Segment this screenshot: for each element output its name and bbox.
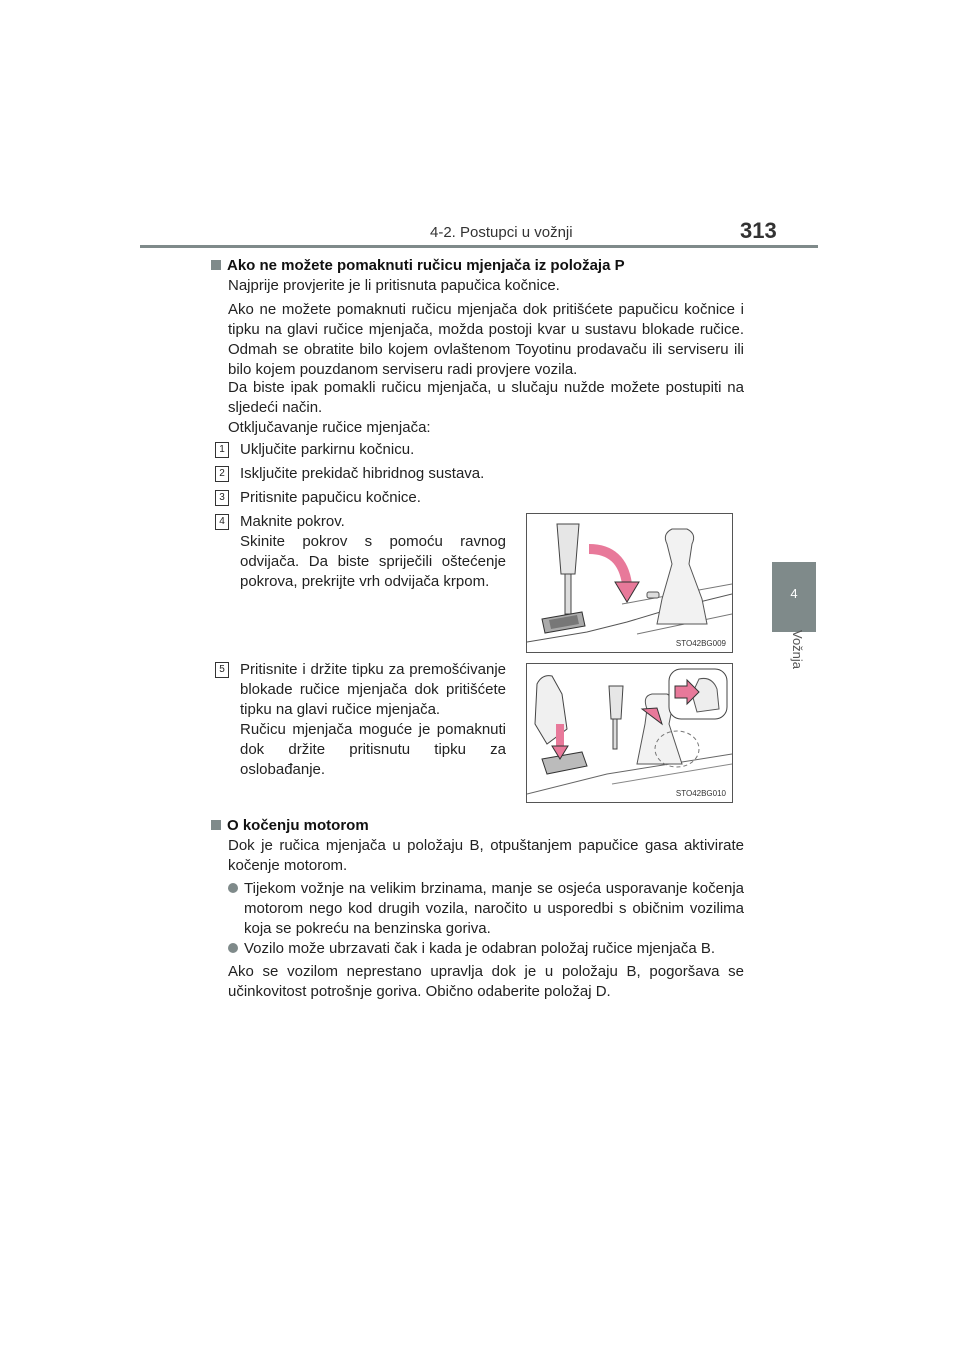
bullet-item <box>244 879 744 939</box>
section-heading-text: O kočenju motorom <box>227 817 369 834</box>
paragraph: Najprije provjerite je li pritisnuta papučica kočnice. <box>228 277 560 294</box>
square-bullet-icon <box>211 820 221 830</box>
step-text-2: Isključite prekidač hibridnog sustava. <box>240 465 485 482</box>
section-heading-text: Ako ne možete pomaknuti ručicu mjenjača iz položaja P <box>227 257 625 274</box>
step-number-5: 5 <box>215 662 229 678</box>
shift-override-illustration <box>527 664 732 802</box>
paragraph: Dok je ručica mjenjača u položaju B, otpuštanjem papučice gasa aktivirate kočenje motorom. <box>228 837 744 874</box>
step-text-1: Uključite parkirnu kočnicu. <box>240 441 415 458</box>
curved-arrow-icon <box>589 549 627 584</box>
paragraph: Otključavanje ručice mjenjača: <box>228 419 431 436</box>
paragraph: Ako ne možete pomaknuti ručicu mjenjača dok pritišćete papučicu kočnice i tipku na glavi ručice mjenjača, možda postoji kvar u sustavu blokade ručice. Odmah se obratite bilo kojem ovlaštenom Toyotinu prodavaču ili serviseru ili bilo kojem pouzdanom serviseru radi provjere vozila. <box>228 301 744 378</box>
section-heading-1 <box>211 257 625 274</box>
chapter-label: Vožnja <box>790 630 805 670</box>
chapter-tab <box>772 562 816 632</box>
figure-code: STO42BG009 <box>675 639 726 648</box>
paragraph: Da biste ipak pomakli ručicu mjenjača, u slučaju nužde možete postupiti na sljedeći način. <box>228 379 744 416</box>
bullet-item <box>244 939 744 959</box>
bullet-icon <box>228 883 238 893</box>
step-text-4: Maknite pokrov. Skinite pokrov s pomoću ravnog odvijača. Da biste spriječili oštećenje pokrova, prekrijte vrh odvijača krpom. <box>240 513 506 590</box>
figure-override-button <box>526 663 733 803</box>
arrow-head-icon <box>615 582 639 602</box>
bullet-text: Vozilo može ubrzavati čak i kada je odabran položaj ručice mjenjača B. <box>244 940 716 957</box>
bullet-text: Tijekom vožnje na velikim brzinama, manje se osjeća usporavanje kočenja motorom nego kod drugih vozila, naročito u usporedbi s običnim vozilima koja se pokreću na benzinska goriva. <box>244 880 744 937</box>
paragraph: Ako se vozilom neprestano upravlja dok je u položaju B, pogoršava se učinkovitost potrošnje goriva. Obično odaberite položaj D. <box>228 963 744 1000</box>
step-number-1: 1 <box>215 442 229 458</box>
square-bullet-icon <box>211 260 221 270</box>
header-divider <box>140 245 818 248</box>
figure-code: STO42BG010 <box>675 789 726 798</box>
shift-cover-illustration <box>527 514 732 652</box>
step-number-3: 3 <box>215 490 229 506</box>
bullet-icon <box>228 943 238 953</box>
section-heading-2 <box>211 817 369 834</box>
step-text-5: Pritisnite i držite tipku za premošćivanje blokade ručice mjenjača dok pritišćete tipku na glavi ručice mjenjača. Ručicu mjenjača moguće je pomaknuti dok držite pritisnutu tipku za oslobađanje. <box>240 661 506 778</box>
step-text-3: Pritisnite papučicu kočnice. <box>240 489 421 506</box>
screwdriver-icon <box>609 686 623 749</box>
figure-remove-cover <box>526 513 733 653</box>
step-number-2: 2 <box>215 466 229 482</box>
screwdriver-icon <box>557 524 579 614</box>
step-number-4: 4 <box>215 514 229 530</box>
page-number: 313 <box>740 218 777 243</box>
chapter-number: 4 <box>790 586 798 601</box>
section-title: 4-2. Postupci u vožnji <box>430 224 573 241</box>
